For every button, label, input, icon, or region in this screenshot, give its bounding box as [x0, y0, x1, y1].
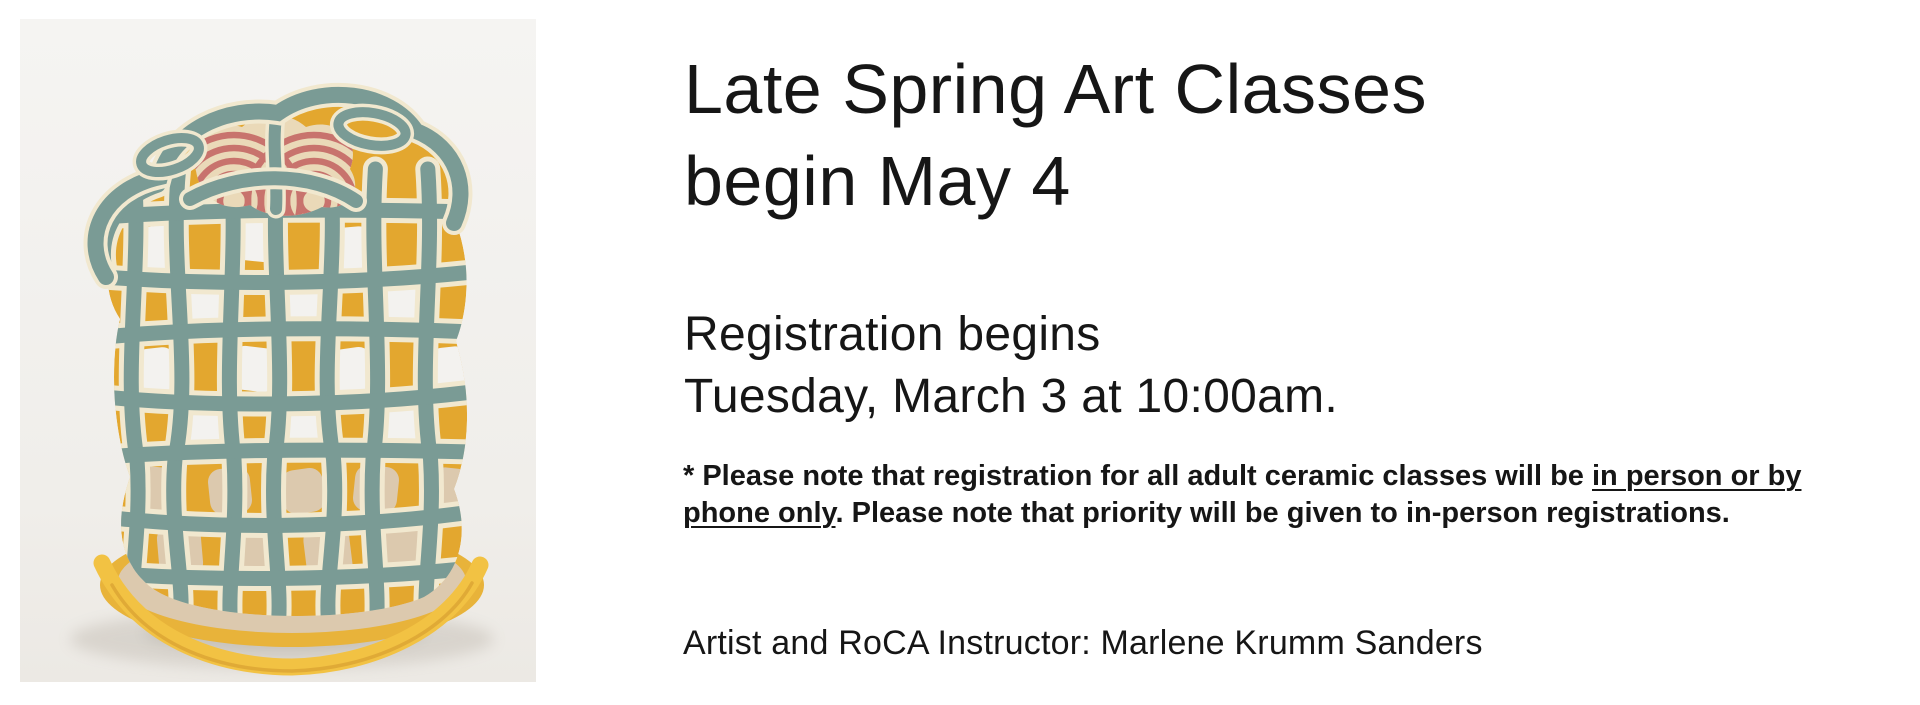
registration-schedule: [684, 304, 1338, 428]
ceramic-vessel-illustration: [20, 19, 536, 682]
artist-credit: Artist and RoCA Instructor: Marlene Krumm Sanders: [683, 624, 1483, 662]
registration-schedule-line-1: Registration begins: [684, 308, 1101, 361]
registration-schedule-line-2: Tuesday, March 3 at 10:00am.: [684, 370, 1339, 423]
registration-note-prefix: * Please note that registration for all adult ceramic classes will be: [683, 460, 1592, 492]
registration-note-underlined-phrase: in person or by phone only: [683, 460, 1802, 529]
registration-note: [683, 458, 1833, 532]
registration-note-suffix: . Please note that priority will be given to in-person registrations.: [835, 497, 1730, 529]
page-title: [684, 43, 1427, 227]
artwork-photo: [20, 19, 536, 682]
page-title-line-2: begin May 4: [684, 142, 1071, 220]
page-title-line-1: Late Spring Art Classes: [684, 50, 1427, 128]
